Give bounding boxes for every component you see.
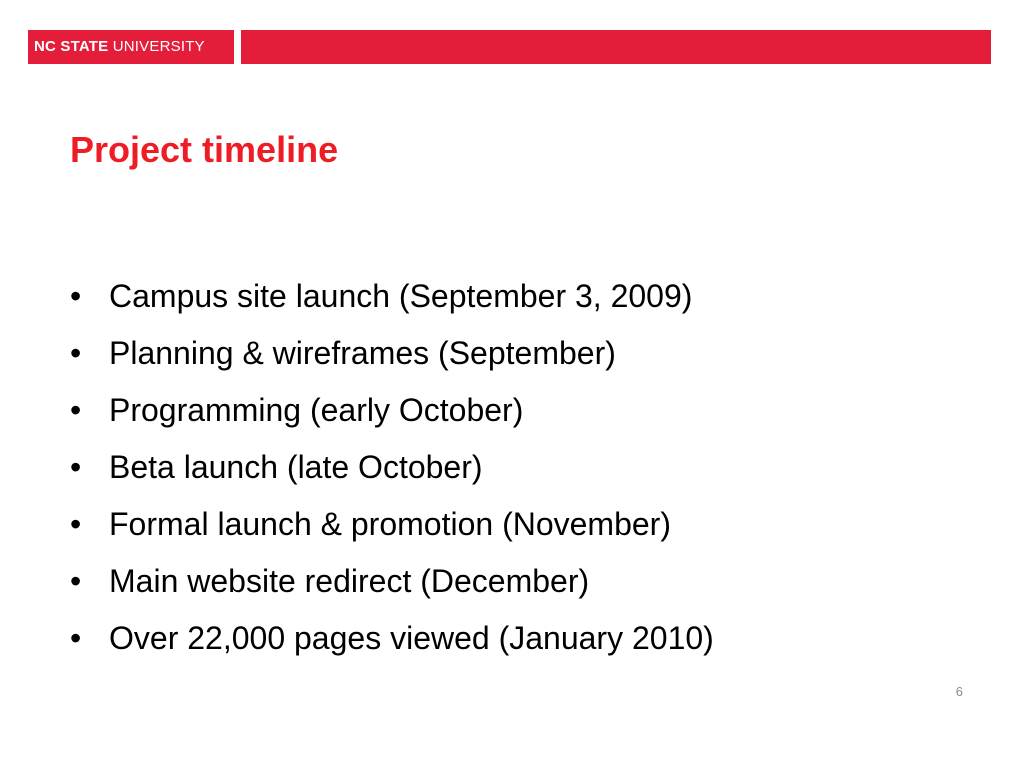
timeline-bullet-list bbox=[68, 268, 714, 667]
bullet-icon: • bbox=[70, 392, 82, 428]
slide-page-number: 6 bbox=[955, 684, 963, 699]
bullet-text: Over 22,000 pages viewed (January 2010) bbox=[109, 620, 714, 656]
bullet-item-formal-launch bbox=[68, 496, 714, 553]
bullet-item-campus-launch bbox=[68, 268, 714, 325]
bullet-icon: • bbox=[70, 563, 82, 599]
ncstate-logo bbox=[28, 30, 234, 64]
bullet-text: Campus site launch (September 3, 2009) bbox=[109, 278, 693, 314]
bullet-item-redirect bbox=[68, 553, 714, 610]
bullet-item-beta-launch bbox=[68, 439, 714, 496]
university-header-bar bbox=[28, 30, 991, 64]
bullet-icon: • bbox=[70, 620, 82, 656]
bullet-icon: • bbox=[70, 278, 82, 314]
bullet-icon: • bbox=[70, 449, 82, 485]
logo-text-bold: NC STATE bbox=[34, 38, 109, 55]
slide-title: Project timeline bbox=[70, 129, 339, 170]
bullet-item-programming bbox=[68, 382, 714, 439]
bullet-text: Main website redirect (December) bbox=[109, 563, 590, 599]
bullet-text: Planning & wireframes (September) bbox=[109, 335, 616, 371]
bullet-text: Programming (early October) bbox=[109, 392, 524, 428]
bullet-icon: • bbox=[70, 335, 82, 371]
bullet-text: Beta launch (late October) bbox=[109, 449, 483, 485]
bullet-item-pages-viewed bbox=[68, 610, 714, 667]
header-red-stripe bbox=[241, 30, 991, 64]
bullet-item-planning bbox=[68, 325, 714, 382]
bullet-icon: • bbox=[70, 506, 82, 542]
bullet-text: Formal launch & promotion (November) bbox=[109, 506, 671, 542]
logo-text-regular: UNIVERSITY bbox=[108, 38, 205, 55]
header-divider bbox=[234, 30, 238, 64]
